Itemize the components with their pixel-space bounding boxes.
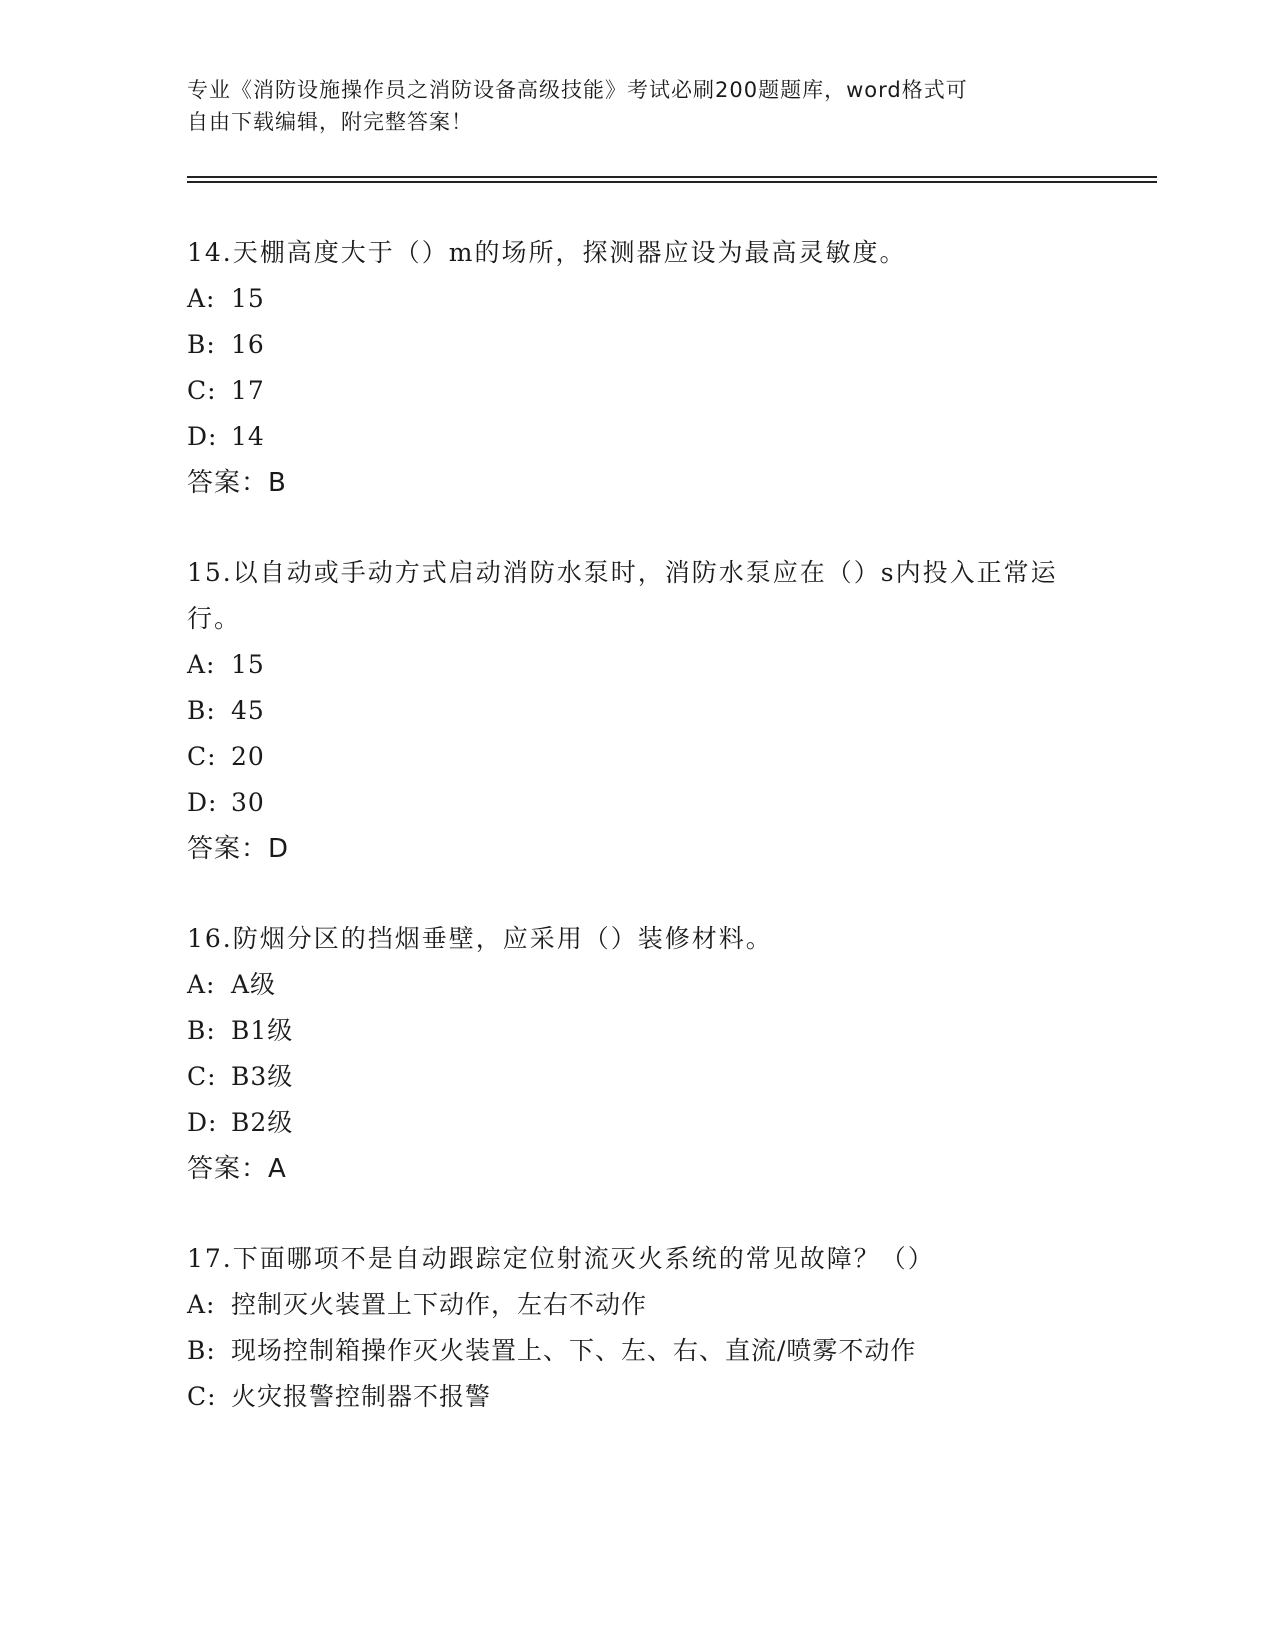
option-c: [187, 734, 1087, 780]
option-value: 16: [231, 330, 265, 359]
option-value: 控制灭火装置上下动作，左右不动作: [231, 1290, 648, 1319]
option-key: C:: [187, 1382, 217, 1411]
option-value: B3级: [231, 1062, 294, 1091]
answer-line: 答案：D: [187, 834, 290, 864]
header-divider-bottom: [187, 181, 1157, 183]
question-text: 15.以自动或手动方式启动消防水泵时，消防水泵应在（）s内投入正常运行。: [187, 558, 1058, 633]
document-header: [187, 74, 1087, 138]
option-a: [187, 642, 1087, 688]
option-d: [187, 780, 1087, 826]
option-a: [187, 1282, 1087, 1328]
option-value: 15: [231, 650, 265, 679]
option-key: A:: [187, 970, 216, 999]
option-value: A级: [231, 970, 277, 999]
option-c: [187, 368, 1087, 414]
option-key: C:: [187, 376, 217, 405]
option-value: 30: [231, 788, 265, 817]
option-c: [187, 1054, 1087, 1100]
question-15: [187, 550, 1087, 872]
option-key: B:: [187, 1336, 216, 1365]
option-key: C:: [187, 742, 217, 771]
option-value: 20: [231, 742, 265, 771]
option-key: D:: [187, 422, 218, 451]
option-c: [187, 1374, 1087, 1420]
header-line-1: 专业《消防设施操作员之消防设备高级技能》考试必刷200题题库，word格式可: [187, 78, 968, 102]
question-text: 16.防烟分区的挡烟垂壁，应采用（）装修材料。: [187, 924, 773, 953]
option-value: 现场控制箱操作灭火装置上、下、左、右、直流/喷雾不动作: [231, 1336, 917, 1365]
option-a: [187, 962, 1087, 1008]
option-value: 15: [231, 284, 265, 313]
option-d: [187, 1100, 1087, 1146]
option-b: [187, 688, 1087, 734]
option-b: [187, 1328, 1087, 1374]
option-d: [187, 414, 1087, 460]
option-key: A:: [187, 284, 216, 313]
header-line-2: 自由下载编辑，附完整答案！: [187, 110, 473, 134]
option-value: 45: [231, 696, 265, 725]
option-value: 火灾报警控制器不报警: [231, 1382, 492, 1411]
answer-line: 答案：B: [187, 468, 287, 498]
option-key: C:: [187, 1062, 217, 1091]
question-list: [187, 230, 1087, 1464]
option-key: D:: [187, 788, 218, 817]
option-key: B:: [187, 330, 216, 359]
option-key: A:: [187, 650, 216, 679]
option-key: A:: [187, 1290, 216, 1319]
header-divider-top: [187, 176, 1157, 178]
question-text: 17.下面哪项不是自动跟踪定位射流灭火系统的常见故障？（）: [187, 1244, 935, 1273]
question-14: [187, 230, 1087, 506]
question-17: [187, 1236, 1087, 1420]
option-value: 14: [231, 422, 265, 451]
option-key: B:: [187, 696, 216, 725]
option-value: 17: [231, 376, 265, 405]
option-key: B:: [187, 1016, 216, 1045]
question-text: 14.天棚高度大于（）m的场所，探测器应设为最高灵敏度。: [187, 238, 907, 267]
option-key: D:: [187, 1108, 218, 1137]
option-a: [187, 276, 1087, 322]
option-value: B2级: [231, 1108, 294, 1137]
option-b: [187, 1008, 1087, 1054]
option-value: B1级: [231, 1016, 294, 1045]
answer-line: 答案：A: [187, 1154, 287, 1184]
option-b: [187, 322, 1087, 368]
question-16: [187, 916, 1087, 1192]
